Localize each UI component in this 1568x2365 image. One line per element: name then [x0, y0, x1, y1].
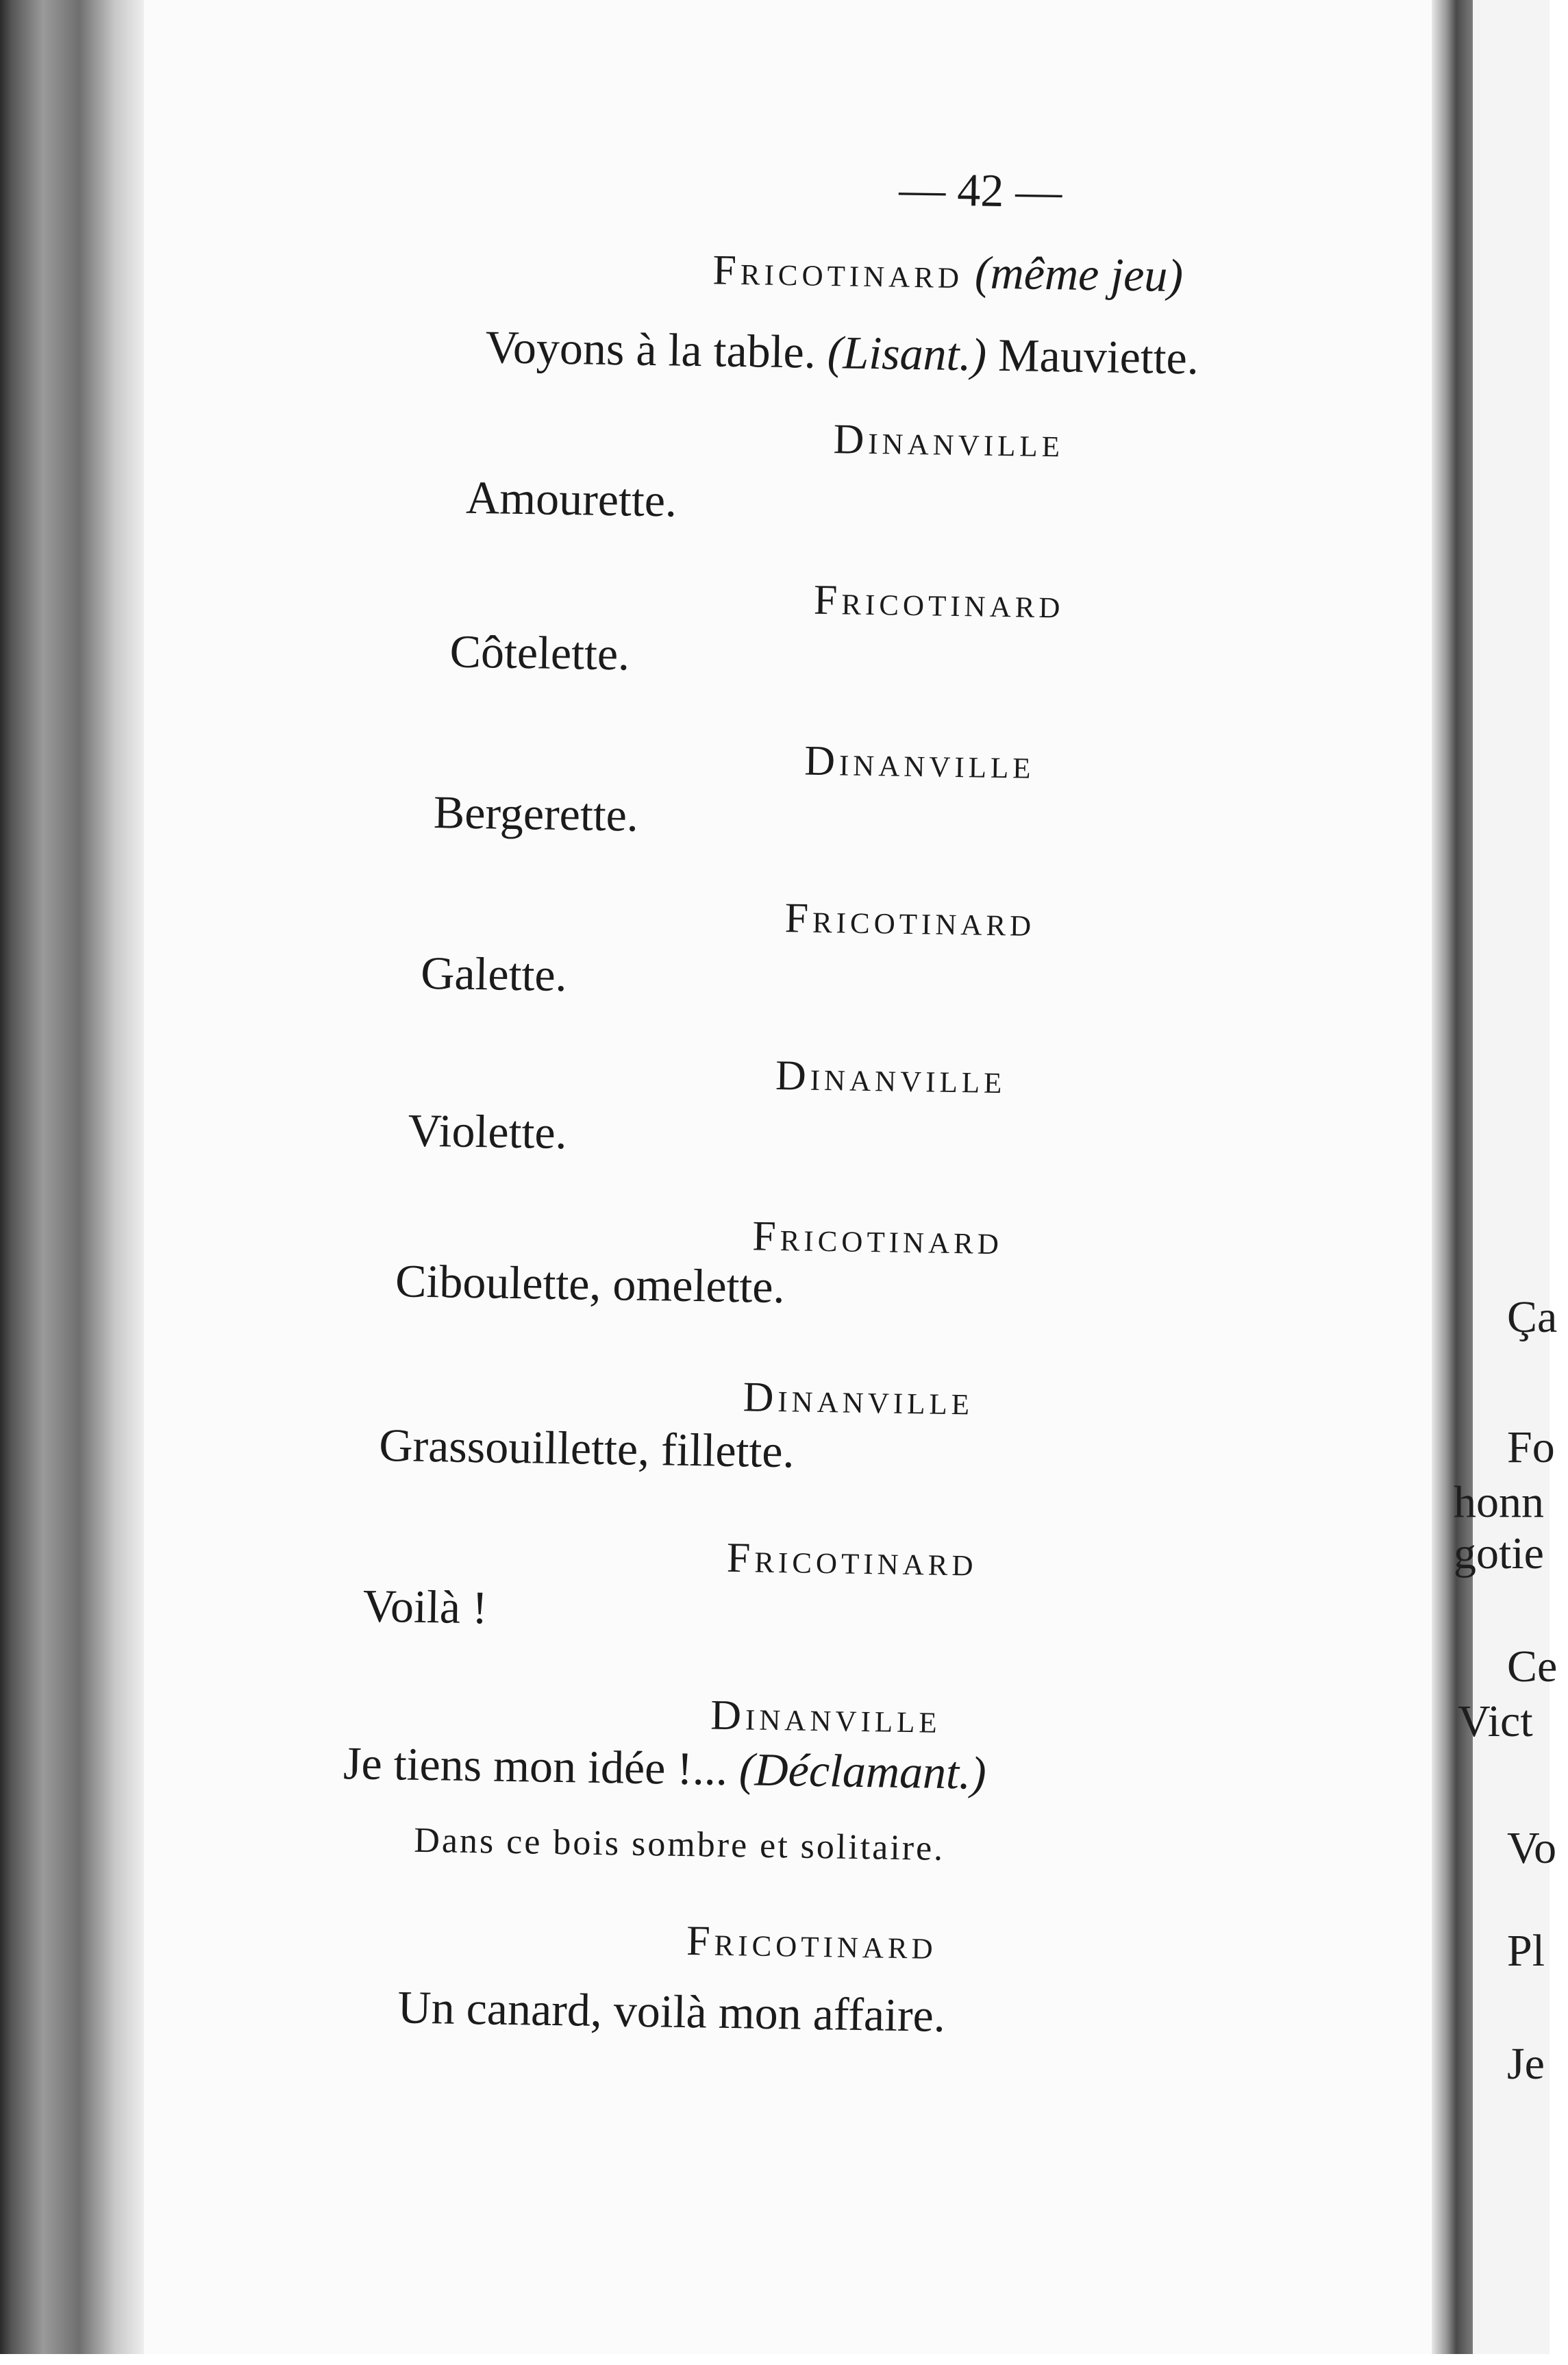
dialogue-line: Je tiens mon idée !... (Déclamant.)	[343, 1737, 987, 1799]
speaker-name: Dinanville	[804, 737, 1036, 788]
adjacent-page-fragment: Vict	[1458, 1696, 1533, 1746]
dialogue-line: Un canard, voilà mon affaire.	[397, 1981, 946, 2042]
speaker-name: Fricotinard	[751, 1213, 1004, 1264]
dialogue-line: Bergerette.	[433, 786, 639, 841]
speaker-name: Dinanville	[743, 1374, 974, 1424]
adjacent-page-fragment: honn	[1454, 1477, 1544, 1527]
adjacent-page-fragment: Vo	[1507, 1823, 1557, 1873]
dialogue-line: Côtelette.	[449, 625, 630, 680]
dialogue-line: Ciboulette, omelette.	[395, 1254, 786, 1313]
stage-direction: (Déclamant.)	[738, 1743, 987, 1799]
speaker-name: Fricotinard	[784, 895, 1036, 945]
speaker-name: Dinanville	[775, 1052, 1006, 1103]
verse-line: Dans ce bois sombre et solitaire.	[413, 1820, 945, 1868]
speaker-name: Fricotinard	[686, 1918, 938, 1968]
speaker-name: Dinanville	[710, 1692, 942, 1742]
dialogue-line: Grassouillette, fillette.	[378, 1418, 795, 1478]
stage-direction: (même jeu)	[974, 246, 1184, 302]
dialogue-line: Voyons à la table. (Lisant.) Mauviette.	[485, 321, 1199, 384]
adjacent-page-fragment: Ce	[1507, 1642, 1558, 1692]
dialogue-line: Violette.	[408, 1104, 568, 1159]
dialogue-line: Voilà !	[362, 1579, 488, 1634]
speaker-name: Fricotinard	[726, 1534, 978, 1585]
adjacent-page-fragment: Ça	[1507, 1292, 1558, 1342]
adjacent-page-fragment: Je	[1507, 2039, 1545, 2089]
stage-direction: (Lisant.)	[827, 325, 987, 381]
speaker-name: Fricotinard	[813, 576, 1065, 628]
speaker-name: Dinanville	[833, 416, 1065, 467]
dialogue-line: Amourette.	[465, 471, 677, 527]
adjacent-page-fragment: gotie	[1454, 1528, 1544, 1578]
speaker-line	[712, 245, 1184, 302]
dialogue-line: Galette.	[420, 946, 568, 1002]
page-number: — 42 —	[898, 162, 1062, 218]
adjacent-page-fragment: Fo	[1507, 1422, 1555, 1472]
adjacent-page-fragment: Pl	[1507, 1926, 1545, 1976]
speaker-name: Fricotinard	[712, 247, 964, 298]
